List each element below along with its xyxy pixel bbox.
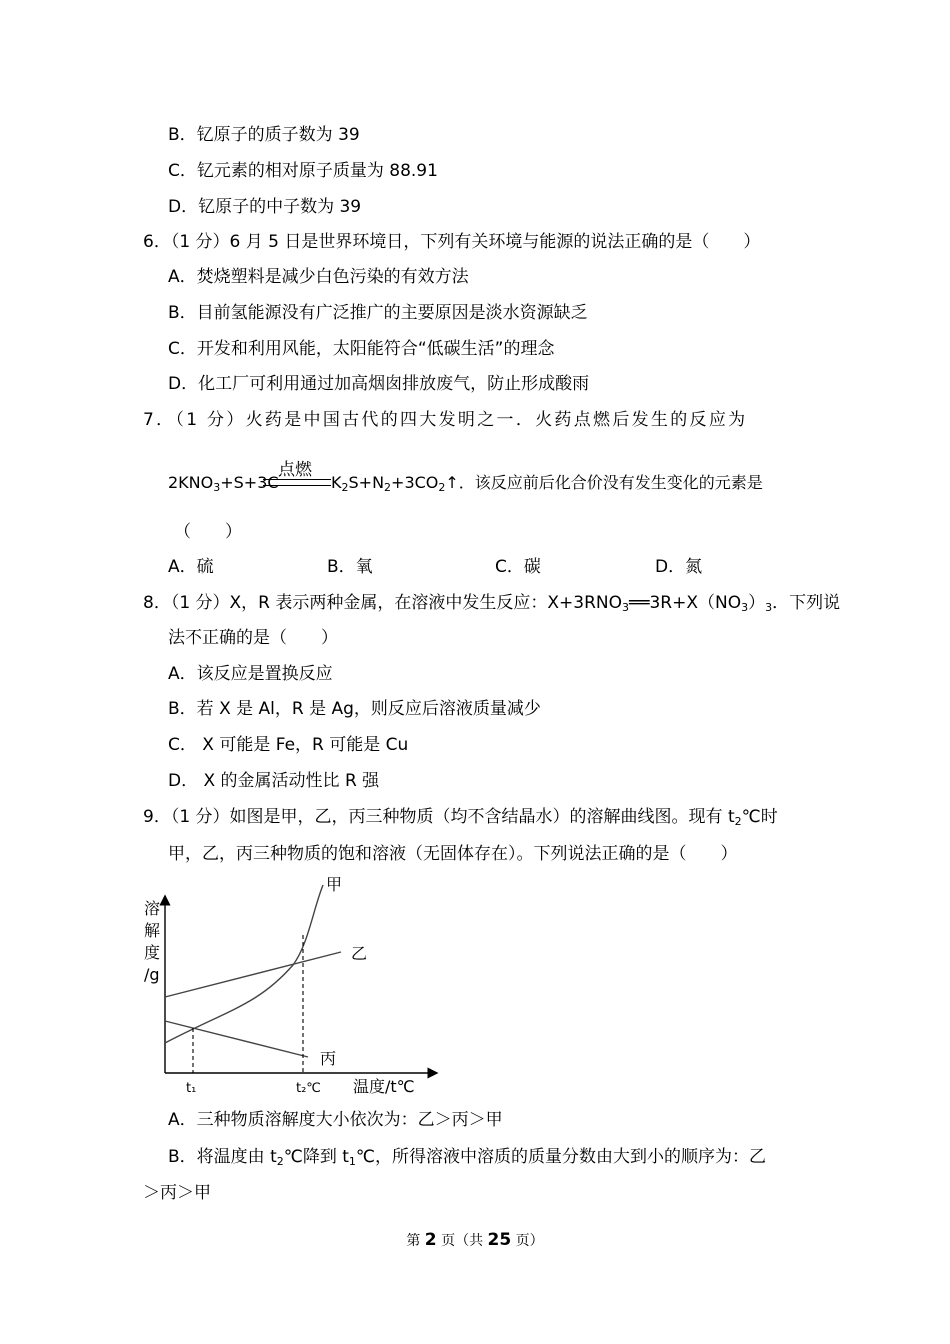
- series-jia-label: 甲: [326, 875, 343, 894]
- q8-option-a: A．该反应是置换反应: [168, 664, 333, 684]
- page-footer: 第 2 页（共 25 页）: [406, 1230, 544, 1250]
- q7-equation-right: $K_2S+N_2+3CO_2↑$．该反应前后化合价没有发生变化的元素是: [331, 473, 763, 494]
- q8-stem: 8．（1 分）X，R 表示两种金属，在溶液中发生反应：$X+3RNO_3══3R+X(NO_3)_3$．下列说: [143, 593, 841, 614]
- q5-option-b: B．钇原子的质子数为 39: [168, 125, 360, 145]
- q7-option-b: B．氧: [327, 557, 373, 577]
- y-axis-label-4: /g: [144, 965, 160, 984]
- page-total: 25: [487, 1230, 512, 1250]
- q6-option-a: A．焚烧塑料是减少白色污染的有效方法: [168, 267, 469, 287]
- series-yi-label: 乙: [351, 944, 368, 963]
- q7-option-d: D．氮: [655, 557, 703, 577]
- q6-stem: 6．（1 分）6 月 5 日是世界环境日，下列有关环境与能源的说法正确的是（ ）: [143, 232, 761, 252]
- series-bing-line: [165, 1021, 308, 1057]
- q7-stem: 7．（1 分）火药是中国古代的四大发明之一．火药点燃后发生的反应为: [143, 410, 748, 430]
- y-axis-label-2: 解: [144, 921, 161, 940]
- y-axis-label-1: 溶: [144, 899, 161, 918]
- q9-stem: 9．（1 分）如图是甲，乙，丙三种物质（均不含结晶水）的溶解曲线图。现有 $t_2℃$时: [143, 807, 778, 828]
- q6-option-c: C．开发和利用风能，太阳能符合“低碳生活”的理念: [168, 339, 555, 359]
- q8-stem-continued: 法不正确的是（ ）: [168, 628, 338, 648]
- q7-reaction-condition: 点燃: [278, 460, 312, 480]
- q7-option-a: A．硫: [168, 557, 214, 577]
- q6-option-d: D．化工厂可利用通过加高烟囱排放废气，防止形成酸雨: [168, 374, 590, 394]
- series-bing-label: 丙: [320, 1049, 337, 1068]
- q8-option-c: C． X 可能是 Fe，R 可能是 Cu: [168, 735, 409, 755]
- q7-option-c: C．碳: [495, 557, 541, 577]
- q8-option-d: D． X 的金属活动性比 R 强: [168, 771, 380, 791]
- q7-equation-left: $2KNO_3+S+3C$: [168, 473, 279, 494]
- tick-t2: t₂℃: [296, 1081, 321, 1096]
- tick-t1: t₁: [186, 1081, 197, 1096]
- x-axis-label: 温度/t℃: [353, 1077, 415, 1096]
- q9-option-b-continued: ＞丙＞甲: [143, 1183, 211, 1203]
- q5-option-c: C．钇元素的相对原子质量为 88.91: [168, 161, 438, 181]
- q9-stem-continued: 甲，乙，丙三种物质的饱和溶液（无固体存在）。下列说法正确的是（ ）: [168, 844, 738, 864]
- q9-option-a: A．三种物质溶解度大小依次为：乙＞丙＞甲: [168, 1110, 503, 1130]
- page-number: 2: [424, 1230, 437, 1250]
- q5-option-d: D．钇原子的中子数为 39: [168, 197, 362, 217]
- q8-option-b: B．若 X 是 Al，R 是 Ag，则反应后溶液质量减少: [168, 699, 541, 719]
- y-axis-label-3: 度: [144, 943, 161, 962]
- series-yi-line: [165, 952, 341, 997]
- q6-option-b: B．目前氢能源没有广泛推广的主要原因是淡水资源缺乏: [168, 303, 588, 323]
- solubility-chart: [138, 870, 458, 1100]
- q7-answer-paren: （ ）: [174, 522, 242, 542]
- series-jia-curve: [165, 885, 323, 1043]
- q9-option-b: B．将温度由 $t_2℃$降到 $t_1℃$，所得溶液中溶质的质量分数由大到小的顺序为：乙: [168, 1147, 766, 1168]
